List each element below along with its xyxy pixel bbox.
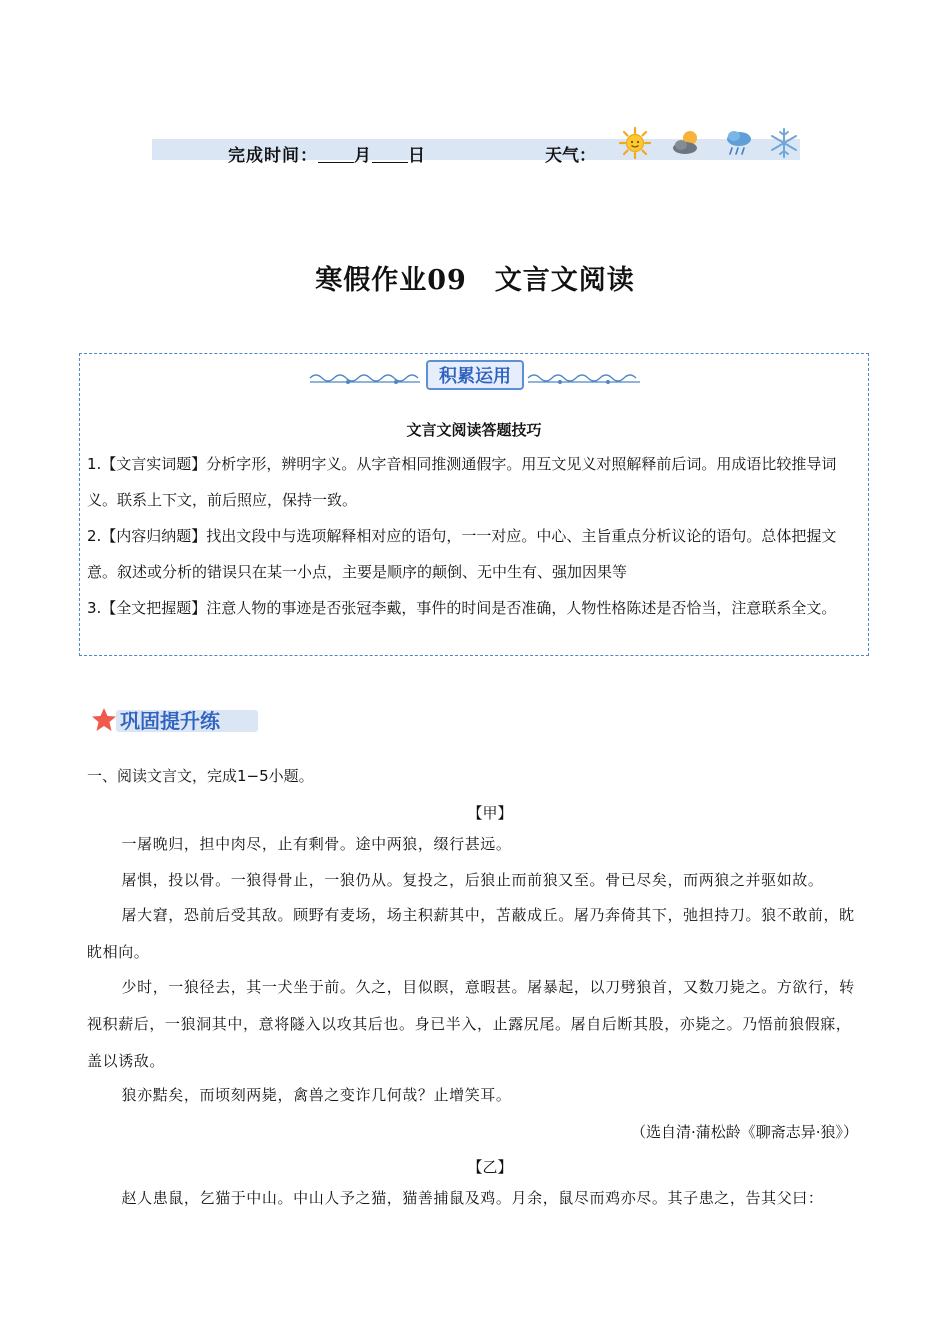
page-title: 寒假作业09 文言文阅读 [315, 265, 635, 296]
sun-icon[interactable] [618, 126, 652, 160]
passage-label: 【乙】 [467, 1158, 513, 1176]
tip-item: 2.【内容归纳题】找出文段中与选项解释相对应的语句，一一对应。中心、主旨重点分析议论的语句。总体把握文意。叙述或分析的错误只在某一小点，主要是顺序的颠倒、无中生有、强加因果等 [87, 527, 837, 581]
tip-item: 1.【文言实词题】分析字形，辨明字义。从字音相同推测通假字。用互文见义对照解释前后词。用成语比较推导词义。联系上下文，前后照应，保持一致。 [87, 455, 837, 509]
question-intro: 一、阅读文言文，完成1−5小题。 [87, 767, 314, 785]
passage-paragraph: 赵人患鼠，乞猫于中山。中山人予之猫，猫善捕鼠及鸡。月余，鼠尽而鸡亦尽。其子患之，告其父曰： [121, 1189, 824, 1207]
month-label: 月 [354, 146, 372, 166]
completion-time [228, 141, 426, 166]
passage-label: 【甲】 [467, 804, 513, 822]
source-note: （选自清·蒲松龄《聊斋志异·狼》） [630, 1123, 858, 1141]
day-label: 日 [408, 146, 426, 166]
icon-gap [705, 142, 723, 160]
rain-icon[interactable] [722, 126, 756, 160]
partly-cloudy-icon[interactable] [670, 126, 704, 160]
tip-item: 3.【全文把握题】注意人物的事迹是否张冠李戴，事件的时间是否准确，人物性格陈述是否恰当，注意联系全文。 [87, 599, 837, 617]
passage-paragraph: 屠大窘，恐前后受其敌。顾野有麦场，场主积薪其中，苫蔽成丘。屠乃奔倚其下，弛担持刀。狼不敢前，眈眈相向。 [87, 906, 855, 961]
month-blank[interactable] [318, 147, 354, 163]
completion-label: 完成时间： [228, 146, 318, 166]
passage-paragraph: 狼亦黠矣，而顷刻两毙，禽兽之变诈几何哉？止增笑耳。 [121, 1086, 512, 1104]
star-icon [90, 706, 118, 734]
tips-heading: 文言文阅读答题技巧 [406, 421, 542, 439]
icon-gap [652, 142, 670, 160]
section-badge: 巩固提升练 [120, 709, 220, 733]
snowflake-icon[interactable] [767, 126, 801, 160]
passage-paragraph: 一屠晚归，担中肉尽，止有剩骨。途中两狼，缀行甚远。 [121, 835, 512, 853]
passage-paragraph: 少时，一狼径去，其一犬坐于前。久之，目似瞑，意暇甚。屠暴起，以刀劈狼首，又数刀毙之。方欲行，转视积薪后，一狼洞其中，意将隧入以攻其后也。身已半入，止露尻尾。屠自后断其股，亦毙之。乃悟前狼假寐，盖以诱敌。 [87, 978, 855, 1070]
day-blank[interactable] [372, 147, 408, 163]
passage-paragraph: 屠惧，投以骨。一狼得骨止，一狼仍从。复投之，后狼止而前狼又至。骨已尽矣，而两狼之并驱如故。 [121, 871, 824, 889]
tips-banner: 积累运用 [426, 360, 524, 390]
weather-label: 天气： [545, 146, 596, 166]
